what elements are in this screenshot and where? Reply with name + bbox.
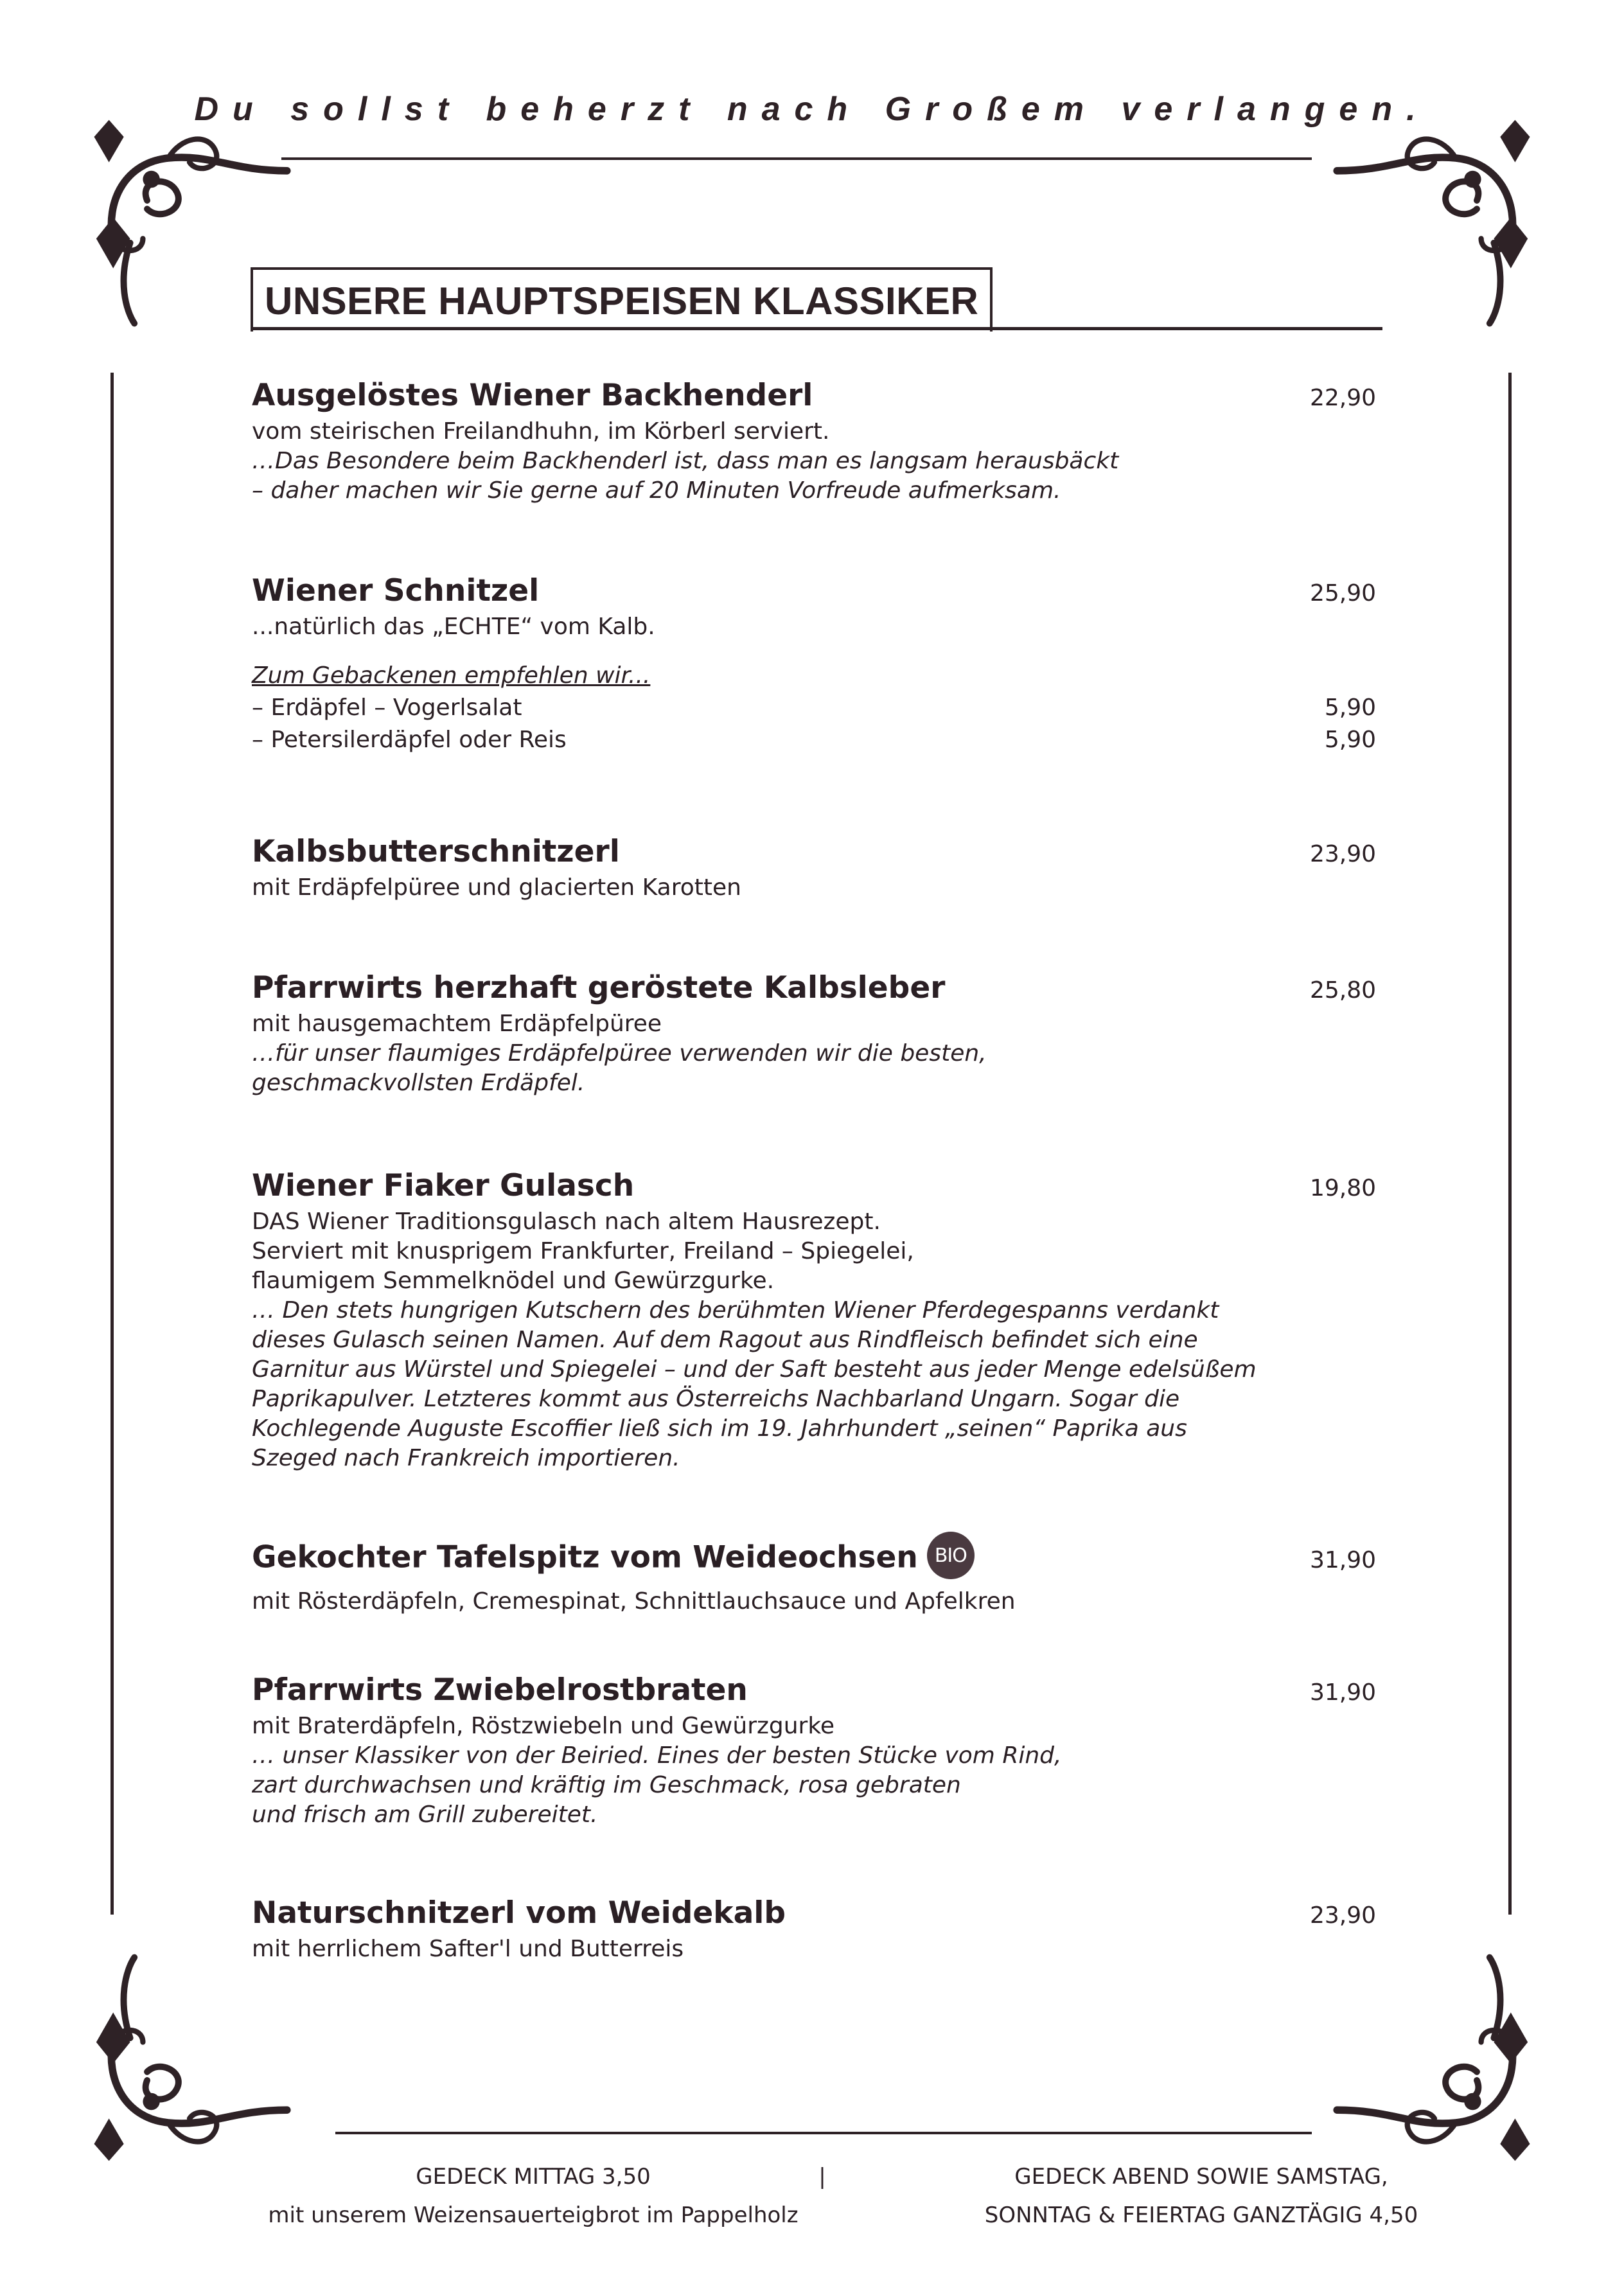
- dish-note-line: … unser Klassiker von der Beiried. Eines der besten Stücke vom Rind,: [252, 1742, 1062, 1769]
- dish-description: mit Erdäpfelpüree und glacierten Karotten: [252, 874, 741, 901]
- section-header-box: [251, 267, 993, 332]
- dish-note-line: zart durchwachsen und kräftig im Geschmack, rosa gebraten: [252, 1772, 961, 1798]
- dish-price: 23,90: [1309, 1902, 1376, 1929]
- dish-name: Gekochter Tafelspitz vom Weideochsen: [252, 1539, 918, 1575]
- dish-description: [252, 1207, 1376, 1296]
- side-item-price: 5,90: [1324, 695, 1376, 721]
- dish-note-line: Paprikapulver. Letzteres kommt aus Österreichs Nachbarland Ungarn. Sogar die: [252, 1386, 1180, 1412]
- side-item-label: – Erdäpfel – Vogerlsalat: [252, 695, 522, 721]
- dish-name-with-badge: [252, 1536, 975, 1583]
- dish-price: 25,80: [1309, 977, 1376, 1004]
- footer-right-line1: GEDECK ABEND SOWIE SAMSTAG,: [1014, 2164, 1388, 2190]
- footer-separator: |: [818, 2164, 826, 2190]
- dish-description-line: DAS Wiener Traditionsgulasch nach altem Hausrezept.: [252, 1208, 881, 1235]
- sides-heading: Zum Gebackenen empfehlen wir...: [252, 662, 651, 689]
- side-item-price: 5,90: [1324, 727, 1376, 753]
- dish-description: ...natürlich das „ECHTE“ vom Kalb.: [252, 614, 655, 640]
- dish-note-line: … Den stets hungrigen Kutschern des berühmten Wiener Pferdegespanns verdankt: [252, 1297, 1219, 1323]
- dish-description-line: Serviert mit knusprigem Frankfurter, Freiland – Spiegelei,: [252, 1238, 914, 1264]
- corner-flourish-icon-bottom-right: [1328, 1953, 1540, 2165]
- dish-note-line: – daher machen wir Sie gerne auf 20 Minuten Vorfreude aufmerksam.: [252, 477, 1061, 504]
- section-title: UNSERE HAUPTSPEISEN KLASSIKER: [265, 279, 979, 323]
- side-item: [252, 724, 1376, 756]
- dish-description: mit herrlichem Safter'l und Butterreis: [252, 1936, 684, 1962]
- dish-note-line: Szeged nach Frankreich importieren.: [252, 1445, 680, 1471]
- side-item-label: – Petersilerdäpfel oder Reis: [252, 727, 567, 753]
- left-frame-line: [110, 373, 114, 1915]
- dish-price: 19,80: [1309, 1175, 1376, 1201]
- dish-note-line: Garnitur aus Würstel und Spiegelei – und der Saft besteht aus jeder Menge edelsüßem: [252, 1356, 1257, 1383]
- right-frame-line: [1508, 373, 1512, 1915]
- dish-price: 25,90: [1309, 580, 1376, 606]
- footer-left: [244, 2157, 822, 2235]
- dish-name: Pfarrwirts Zwiebelrostbraten: [252, 1672, 748, 1708]
- dish-price: 22,90: [1309, 385, 1376, 411]
- dish-price: 23,90: [1309, 841, 1376, 867]
- motto: Du sollst beherzt nach Großem verlangen.: [194, 91, 1430, 128]
- dish-description: mit Braterdäpfeln, Röstzwiebeln und Gewürzgurke: [252, 1713, 835, 1739]
- footer-left-line1: GEDECK MITTAG 3,50: [416, 2164, 651, 2190]
- dish-fiaker-gulasch: [252, 1168, 1376, 1473]
- dish-name: Wiener Fiaker Gulasch: [252, 1168, 635, 1203]
- dish-price: 31,90: [1309, 1679, 1376, 1706]
- dish-name: Kalbsbutterschnitzerl: [252, 834, 620, 869]
- footer-left-line2: mit unserem Weizensauerteigbrot im Pappelholz: [268, 2202, 799, 2228]
- dish-description: mit hausgemachtem Erdäpfelpüree: [252, 1011, 662, 1037]
- side-item: [252, 692, 1376, 724]
- dish-note-line: und frisch am Grill zubereitet.: [252, 1802, 598, 1828]
- footer-right: [912, 2157, 1490, 2235]
- dish-note-line: Kochlegende Auguste Escoffier ließ sich im 19. Jahrhundert „seinen“ Paprika aus: [252, 1415, 1187, 1442]
- top-rule: [281, 157, 1312, 160]
- dish-note-line: dieses Gulasch seinen Namen. Auf dem Ragout aus Rindfleisch befindet sich eine: [252, 1327, 1198, 1353]
- corner-flourish-icon-bottom-left: [84, 1953, 296, 2165]
- dish-tafelspitz: [252, 1536, 1376, 1616]
- dish-backhenderl: [252, 378, 1376, 506]
- section-rule: [251, 327, 1382, 330]
- dish-name: Naturschnitzerl vom Weidekalb: [252, 1895, 786, 1931]
- dish-description: mit Rösterdäpfeln, Cremespinat, Schnittlauchsauce und Apfelkren: [252, 1588, 1016, 1615]
- dish-wiener-schnitzel: [252, 573, 1376, 756]
- bottom-rule: [335, 2132, 1312, 2134]
- bio-badge-icon: BIO: [927, 1532, 975, 1579]
- dish-note-line: …Das Besondere beim Backhenderl ist, dass man es langsam herausbäckt: [252, 448, 1119, 474]
- dish-name: Wiener Schnitzel: [252, 573, 540, 608]
- dish-description: vom steirischen Freilandhuhn, im Körberl serviert.: [252, 418, 830, 445]
- corner-flourish-icon-top-right: [1328, 116, 1540, 328]
- dish-price: 31,90: [1309, 1546, 1376, 1573]
- footer-right-line2: SONNTAG & FEIERTAG GANZTÄGIG 4,50: [984, 2202, 1418, 2228]
- dish-note-line: geschmackvollsten Erdäpfel.: [252, 1070, 585, 1096]
- dish-kalbsleber: [252, 970, 1376, 1098]
- dish-note-line: …für unser flaumiges Erdäpfelpüree verwenden wir die besten,: [252, 1040, 987, 1067]
- dish-naturschnitzerl: [252, 1895, 1376, 1964]
- dish-name: Ausgelöstes Wiener Backhenderl: [252, 378, 813, 413]
- dish-name: Pfarrwirts herzhaft geröstete Kalbsleber: [252, 970, 946, 1005]
- dish-kalbsbutterschnitzerl: [252, 834, 1376, 903]
- dish-description-line: flaumigem Semmelknödel und Gewürzgurke.: [252, 1268, 775, 1294]
- dish-zwiebelrostbraten: [252, 1672, 1376, 1830]
